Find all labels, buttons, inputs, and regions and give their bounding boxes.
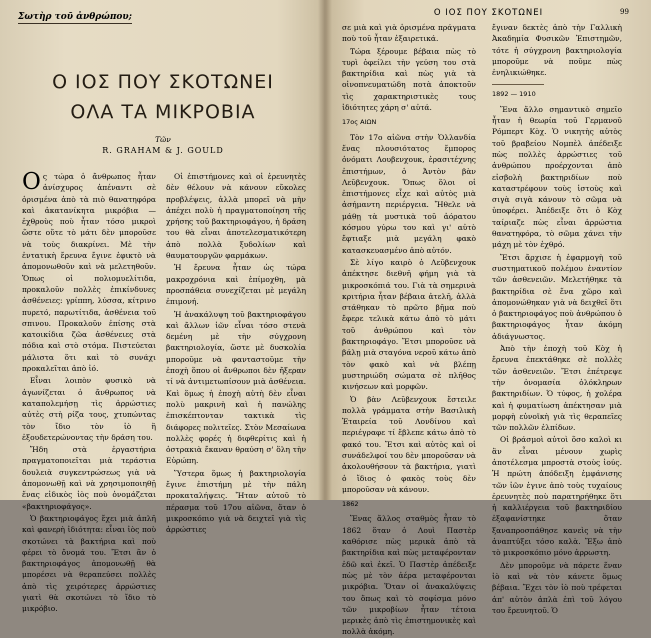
paragraph: Ἡ ἔρευνα ἦταν ὡς τώρα μακροχρόνια καὶ ἐπίμοχθη, μὰ προσπάθεια συνεχίζεται μὲ μεγάλη ἐπιμονή.: [166, 263, 306, 307]
section-label: Σωτὴρ τοῦ ἀνθρώπου;: [18, 12, 132, 22]
left-column-2: [166, 171, 306, 535]
paragraph: ἔγιναν δεκτὲς ἀπὸ τὴν Γαλλικὴ Ἀκαδημία Φυσικῶν Ἐπιστημῶν, τότε ἡ σύγχρονη βακτηριολογία μποροῦμε νὰ ποῦμε πὼς ἐνηλικιώθηκε.: [492, 23, 622, 78]
paragraph: Ἔτσι ἄρχισε ἡ ἐφαρμογὴ τοῦ συστηματικοῦ πολέμου ἐναντίον τῶν ἀσθενειῶν. Μελετήθηκε τὰ βακτηρίδια σὲ ἕνα χῶρο καὶ ἀπομονώθηκαν γιὰ νὰ δειχθεῖ ὅτι ὁ βακτηριοφάγος ποὺ ἀνθρώπου ὁ βακτηριοφάγος ἦταν ἀκόμη ἀδιάγνωστος.: [492, 252, 622, 341]
left-column-1: [22, 169, 156, 614]
right-column-2: [492, 22, 622, 615]
article-title-line-1: Ο ΙΟΣ ΠΟΥ ΣΚΟΤΩΝΕΙ: [52, 71, 274, 93]
paragraph: Ἕνας ἄλλος σταθμὸς ἦταν τὸ 1862 ὅταν ὁ Λουὶ Παστὲρ καθόρισε πὼς μερικὰ ἀπὸ τὰ βακτηρίδια καὶ πὼς μεταφέρονταν ἐδῶ καὶ ἐκεῖ. Ὁ Παστὲρ ἀπέδειξε πὼς μὲ τὸν ἀέρα μεταφέρονται μικρόβια. Ὅταν οἱ ἀνακαλύψεις του ὅπως καὶ τὸ σοφίσμα μόνο τῶν μικροβίων ἦταν τέτοια μερικὲς ἀπὸ τὶς ἐπιστημονικὲς καὶ πολλὰ ἀκόμη.: [342, 514, 476, 637]
paragraph: Οἱ βράσμοὶ αὐτοὶ ὅσο καλοὶ κι ἂν εἶναι μένουν χωρὶς ἀποτέλεσμα μπροστὰ στοὺς ἰούς. Ἡ πρώτη ἀπόδειξη ἐμφάνισης τῶν ἰῶν ἐγινε ἀπὸ τοὺς τυχαίους ἐρευνητὲς ποὺ παρατηρήθηκε ὅτι ἡ καλλιέργεια τοῦ βακτηριδίου ἐξαφανίστηκε ὅταν ξαναπροσπάθησε κανεὶς νὰ τὴν ἀναπτύξει τόσο καλὰ. Ἔξω ἀπὸ τὸ μικροσκόπιο μόνο ἀρρωστη.: [492, 435, 622, 558]
paragraph: Σὲ λίγο καιρὸ ὁ Λεῦβενχουκ ἀπέκτησε διεθνῆ φήμη γιὰ τὰ μικροσκόπιά του. Γιὰ τὰ σημερινὰ κριτήρια ἦταν βέβαια ἀτελῆ, ἀλλὰ στάθηκαν τὸ πρῶτο βῆμα ποὺ ἔφερε τελικὰ κάτω ἀπὸ τὸ μάτι τοῦ ἀνθρώπου καὶ τὸν βακτηριοφάγο. Ἔτσι μποροῦσε νὰ βάλῃ μιὰ σταγόνα νεροῦ κάτω ἀπὸ τὸν φακὸ καὶ νὰ βλέπῃ μυστηριώδη σώματα σὲ πλῆθος κινήσεων καὶ μορφῶν.: [342, 257, 476, 392]
paragraph: Τὸν 17ο αἰῶνα στὴν Ὁλλανδία ἕνας πλουσιότατος ἔμπορος ὀνόματι Λουβενχουκ, ἐρασιτέχνης ἐπιστήμων, ὁ Ἀντὸν βὰν Λεῦβενχουκ. Ὅπως ὅλοι οἱ ἐπιστήμονες εἶχε καὶ αὐτὸς μιὰ ἀσήμαντη περιέργεια. Ἤθελε νὰ μάθῃ τὰ μυστικὰ τοῦ ἀόρατου κόσμου γύρω του καὶ γι' αὐτὸ ἔφτιαξε μιὰ μεγάλη φακὸ κατασκευασμένο ἀπὸ αὐτόν.: [342, 132, 476, 255]
subheading: 17ος ΑΙΩΝ: [342, 118, 377, 127]
paragraph: σε μιὰ καὶ γιὰ ὁρισμένα πράγματα ποὺ τοῦ ἦταν ἐξαιρετικά.: [342, 23, 476, 44]
subheading: 1862: [342, 500, 359, 509]
paragraph: Ἡ ἀνακάλυψη τοῦ βακτηριοφάγου καὶ ἄλλων ἰῶν εἶναι τόσο στενὰ δεμένη μὲ τὴν σύγχρονη βακτηριολογία, ὥστε μὲ δυσκολία μποροῦμε νὰ φανταστοῦμε τὴν ἐποχὴ ὅπου οἱ ἄνθρωποι δὲν ἤξεραν τί νὰ ἀντιμετωπίσουν μιὰ ἀσθένεια. Καὶ ὅμως ἡ ἐποχὴ αὐτὴ δὲν εἶναι πολὺ μακρινὴ καὶ ἡ πανώλης ἐπισκέπτονταν τακτικὰ τὶς διάφορες πολιτεῖες. Στὸν Μεσαίωνα πολλὲς φορές ἡ διφθερίτις καὶ ἡ ὀστρακιὰ ἔκαναν θραύση σ' ὅλη τὴν Εὐρώπη.: [166, 309, 306, 466]
page-number: 99: [620, 8, 629, 16]
paragraph: Τώρα ξέρουμε βέβαια πὼς τὸ τυρὶ ὀφείλει τὴν γεύση του στὰ βακτηρίδια καὶ πὼς γιὰ τὰ οἰνοπνευματώδη ποτὰ ἀποκτοῦν τὶς χαρακτηριστικὲς τους ἰδιότητες χάρη σ' αὐτά.: [342, 46, 476, 113]
book-gutter: [318, 0, 332, 500]
paragraph: Ἀπὸ τὴν ἐποχὴ τοῦ Κὸχ ἡ ἔρευνα ἐπεκτάθηκε σὲ πολλὲς τῶν ἀσθενειῶν. Ἔτσι ἐπέτρεψε τὴν ὀνομασία ὁλόκληρων βακτηριδίων. Ὁ τύφος, ἡ χολέρα καὶ ἡ φυματίωση ἀπέκτησαν μιὰ μορφὴ εὐνοϊκὴ γιὰ τὶς θεραπεῖες τῶν πολλῶν ἐλπίδων.: [492, 344, 622, 433]
paragraph: Ὁ βακτηριοφάγος ἔχει μιὰ ἀπλῆ καὶ φανερὴ ἰδιότητα: εἶναι ἰὸς ποὺ σκοτώνει τὰ βακτήρια καὶ ποὺ φέρει τὸ ὄνομά του. Ἔτσι ἂν ὁ βακτηριοφάγος ἀπομονωθῇ θὰ μπορέσει νὰ θεραπεύσει πολλὲς ἀπὸ τὶς χειρότερες ἀρρώστιες γιατὶ θὰ σκοτώνει τὸ ἴδιο τὸ μικρόβιο.: [22, 513, 156, 614]
drop-cap: Ο: [22, 169, 41, 195]
paragraph: Ὕστερα ὅμως ἡ βακτηριολογία ἔγινε ἐπιστήμη μὲ τὴν πάλη προκαταλήψεις. Ἤταν αὐτοῦ τὸ πέρασμα τοῦ 17ου αἰῶνα, ὅταν ὁ μικροσκόπιο γιὰ νὰ δειχτεῖ γιὰ τὶς ἀρρώστιες: [166, 468, 306, 535]
running-head: Ο ΙΟΣ ΠΟΥ ΣΚΟΤΩΝΕΙ: [433, 8, 544, 18]
paragraph: Ἤδη στὰ ἐργαστήρια πραγματοποιεῖται μιὰ τεράστια δουλειὰ συγκεντρώσεως γιὰ νὰ ἀπομονωθῇ καὶ νὰ χρησιμοποιηθῇ ἕνας εἰδικὸς ἰὸς ποὺ ὀνομάζεται «βακτηριοφάγος».: [22, 445, 156, 511]
paragraph: Ὁ βὰν Λεῦβενχουκ ἔστειλε πολλὰ γράμματα στὴν Βασιλικὴ Ἑταιρεία τοῦ Λονδίνου καὶ περιέγραφε τί ἔβλεπε κάτω ἀπὸ τὸ φακό του. Ἔτσι καὶ αὐτὸς καὶ οἱ συνάδελφοί του δὲν μποροῦσαν νὰ ἀκολουθήσουν τὰ βακτήρια, γιατὶ ὁ ἴδιος ὁ φακὸς τοὺς δὲν μποροῦσαν νὰ κάνουν.: [342, 394, 476, 494]
paragraph: Ἕνα ἄλλο σημαντικὸ σημεῖο ἦταν ἡ θεωρία τοῦ Γερμανοῦ Ρόμπερτ Κὸχ. Ὁ νικητὴς αὐτὸς τοῦ βραβείου Νομπὲλ ἀπέδειξε πὼς πολλὲς ἀρρώστιες τοῦ ἀνθρώπου προέρχονται ἀπὸ εἰσβολὴ βακτηριδίων ποὺ καταστρέφουν τοὺς ἱστοὺς καὶ σιγὰ σιγὰ κάνουν τὸ σῶμα νὰ ὑποφέρει. Ἀπέδειξε ὅτι ὁ Κὸχ ταίριαζε πὼς εἶναι ἀρρώστια θανατηφόρα, τὸ σῶμα χάνει τὴν μάχη μὲ τὸν ἐχθρό.: [492, 104, 622, 250]
paragraph: Δὲν μποροῦμε νὰ πάρετε ἕναν ἰὸ καὶ νὰ τὸν κάνετε ὅμως βέβαια. Ἔχει τὸν ἰὸ ποὺ τρέφεται ἀπ' αὐτὸν ἀπλὰ ἐπὶ τοῦ λόγου του ἔρευνητοῦ. Ὁ: [492, 560, 622, 615]
paragraph: Οἱ ἐπιστήμονες καὶ οἱ ἐρευνητὲς δὲν θέλουν νὰ κάνουν εὔκολες προβλέψεις, ἀλλὰ μπορεῖ νὰ μὴν ἀπέχει πολὺ ἡ πραγματοποίηση τῆς χρήσης τοῦ βακτηριοφάγου, ἡ δράση του θὰ εἶναι ἀποτελεσματικότερη ἀπὸ πολλὰ ξυδολίων καὶ θαυματουργῶν φαρμάκων.: [166, 172, 306, 261]
paragraph: Εἶναι λοιπὸν φυσικὸ νὰ ἀγωνίζεται ὁ ἄνθρωπος νὰ καταπολεμήσῃ τὶς ἀρρώστιες αὐτὲς στὴ ρίζα τους, χτυπώντας τὸν ἴδιο τὸν ἰὸ ἢ ἐξουδετερώνοντας τὴν δράση του.: [22, 376, 156, 442]
subheading: 1892 — 1910: [492, 90, 536, 99]
byline-prefix: Τῶν: [155, 135, 171, 144]
right-column-1: [342, 22, 476, 637]
divider: [492, 84, 544, 85]
byline-authors: R. GRAHAM & J. GOULD: [102, 146, 224, 155]
article-title-line-2: ΟΛΑ ΤΑ ΜΙΚΡΟΒΙΑ: [70, 101, 256, 123]
paragraph: Ος τώρα ὁ ἄνθρωπος ἦταν ἀνίσχυρος ἀπέναντι σὲ ὁρισμένα ἀπὸ τὰ πιὸ θανατηφόρα καὶ ἀκατανίκητα μικρόβια — ἐχθροὺς ποὺ ἦταν τόσο μικροὶ ὥστε οὔτε τὸ μάτι δὲν μποροῦσε νὰ τοὺς διακρίνει. Μὲ τὴν ἐντατικὴ ἔρευνα ἔγινε ἐφικτὸ νὰ ἀπομονωθοῦν καὶ νὰ μελετηθοῦν. Ὅπως οἱ πολιομυελίτιδα, προκαλοῦν πολλὲς ἐπικίνδυνες ἀσθένειες: γρίππη, λύσσα, κίτρινο πυρετό, παρωτίτιδα, ἀσθένεια τοῦ σπινου. Προκαλοῦν ἐπίσης στὰ κατοικίδια ζῶα ἀσθένειες στὰ πόδια καὶ στὸ στόμα. Πιστεύεται μάλιστα ὅτι καὶ τὸ συνάχι προκαλεῖται ἀπὸ ἰό.: [22, 169, 156, 374]
